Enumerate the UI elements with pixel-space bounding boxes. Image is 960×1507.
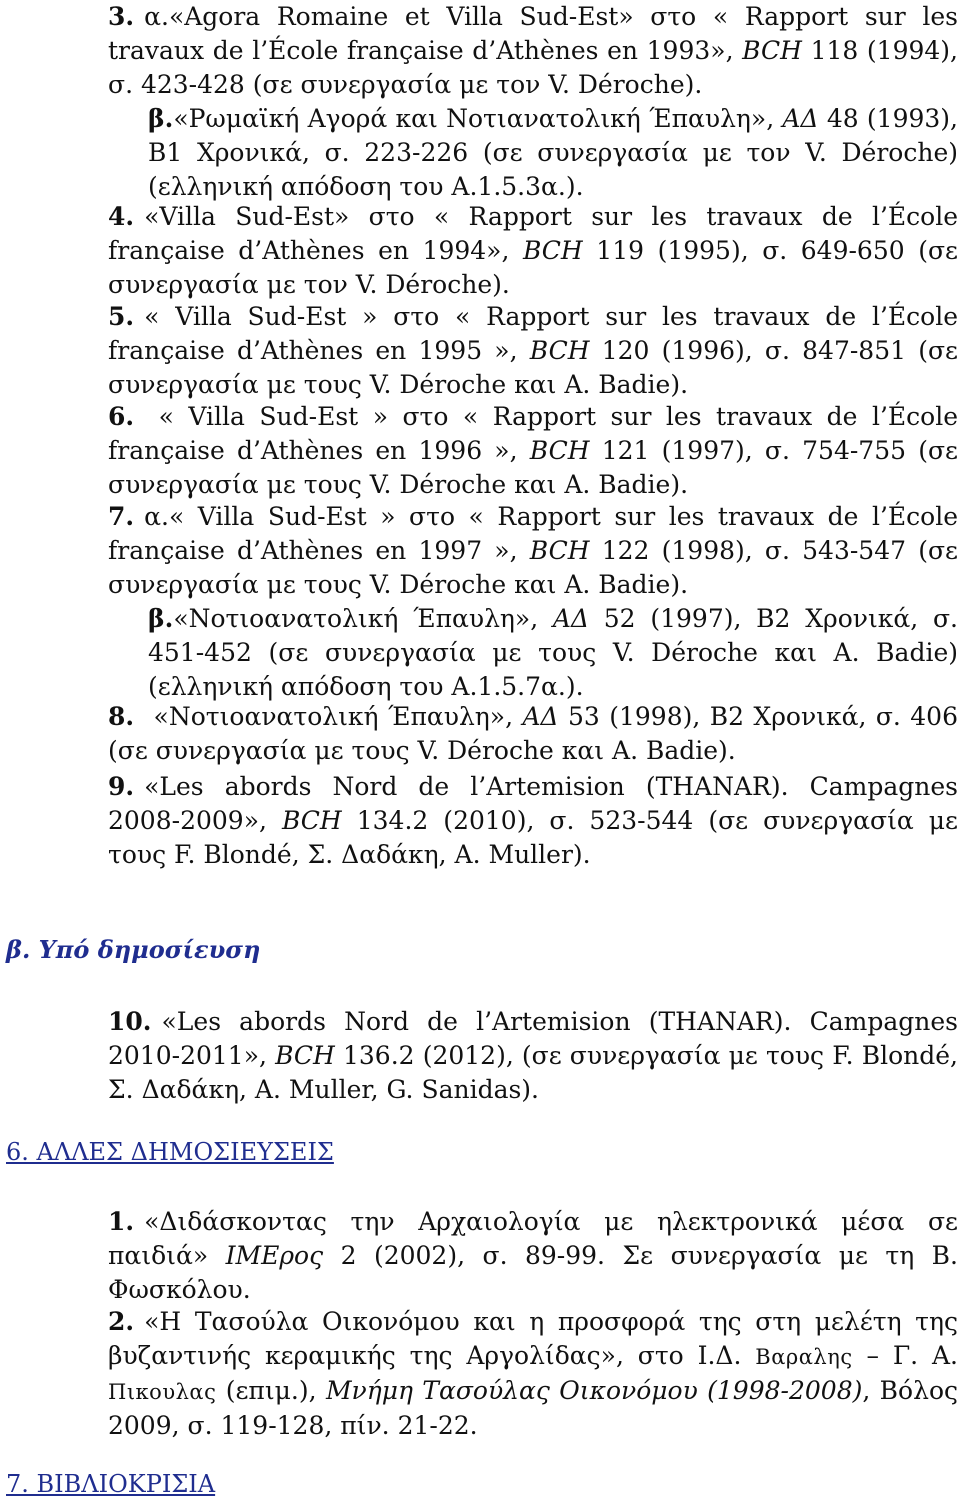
- entry-text: (επιμ.),: [216, 1376, 326, 1405]
- entry-text: 118 (1994), σ. 423-428 (σε συνεργασία με τον V. Déroche).: [108, 36, 959, 99]
- entry-subpart: [108, 402, 958, 499]
- entry-text: 53 (1998), Β2 Χρονικά, σ. 406 (σε συνεργασία με τους V. Déroche και A. Badie).: [108, 702, 958, 765]
- entry-subpart: [108, 202, 958, 299]
- entry-number: 2.: [108, 1307, 135, 1336]
- entry-7: [108, 500, 958, 704]
- entry-number: 5.: [108, 302, 135, 331]
- entry-text: «Les abords Nord de l’Artemision (THANAR). Campagnes 2008-2009»,: [108, 772, 958, 835]
- entry-number: 3.: [108, 2, 135, 31]
- entry-subpart: [108, 772, 958, 869]
- entry-text: «Διδάσκοντας την Αρχαιολογία με ηλεκτρονικά μέσα σε παιδιά»: [108, 1207, 958, 1270]
- entry-subpart: [108, 2, 958, 99]
- entry-subpart: [108, 302, 958, 399]
- journal-name: ΑΔ: [522, 702, 559, 731]
- entry-subpart: [148, 102, 958, 204]
- entry-4: [108, 200, 958, 302]
- entry-number: 10.: [108, 1007, 152, 1036]
- entry-number: 9.: [108, 772, 135, 801]
- entry-number: 8.: [108, 702, 135, 731]
- journal-name: BCH: [529, 336, 590, 365]
- entry-number: 7.: [108, 502, 135, 531]
- book-title: Μνήμη Τασούλας Οικονόμου (1998-2008): [325, 1376, 863, 1405]
- entry-subpart: [108, 502, 958, 599]
- entry-number: 1.: [108, 1207, 135, 1236]
- other-entry-2: [108, 1305, 958, 1443]
- subpart-marker: β.: [148, 604, 174, 633]
- entry-text: , Βόλος 2009, σ. 119-128, πίν. 21-22.: [108, 1376, 959, 1440]
- entry-text: « Villa Sud-Est » στο « Rapport sur les travaux de l’École française d’Athènes en 1996 »,: [108, 402, 958, 465]
- journal-name: ΙΜΕρος: [225, 1241, 324, 1270]
- entry-text: «Νοτιοανατολική Έπαυλη»,: [173, 604, 553, 633]
- journal-name: ΑΔ: [782, 104, 819, 133]
- entry-6: [108, 400, 958, 502]
- entry-9: [108, 770, 958, 872]
- subpart-marker: β.: [148, 104, 174, 133]
- entry-8: [108, 700, 958, 768]
- journal-name: BCH: [529, 536, 590, 565]
- journal-name: BCH: [742, 36, 802, 65]
- entry-number: 4.: [108, 202, 135, 231]
- journal-name: BCH: [281, 806, 342, 835]
- entry-subpart: [108, 702, 958, 765]
- entry-subpart: [148, 602, 958, 704]
- entry-5: [108, 300, 958, 402]
- editor-name: Βαραλης: [755, 1345, 853, 1369]
- entry-text: 134.2 (2010), σ. 523-544 (σε συνεργασία με τους F. Blondé, Σ. Δαδάκη, A. Muller).: [108, 806, 958, 869]
- entry-text: «Η Τασούλα Οικονόμου και η προσφορά της στη μελέτη της βυζαντινής κεραμικής της Αργολίδας», στο Ι.Δ.: [108, 1307, 958, 1370]
- entry-text: « Villa Sud-Est » στο « Rapport sur les travaux de l’École française d’Athènes en 1995 »,: [108, 302, 958, 365]
- heading-forthcoming: β. Υπό δημοσίευση: [6, 935, 261, 964]
- entry-text: 120 (1996), σ. 847-851 (σε συνεργασία με τους V. Déroche και A. Badie).: [108, 336, 958, 399]
- subpart-marker: α.: [144, 2, 169, 31]
- editor-name: Πικουλας: [108, 1380, 217, 1404]
- entry-text: 2 (2002), σ. 89-99. Σε συνεργασία με τη Β. Φωσκόλου.: [108, 1241, 959, 1304]
- journal-name: BCH: [529, 436, 590, 465]
- entry-text: – Γ. Α.: [852, 1341, 959, 1370]
- entry-number: 6.: [108, 402, 135, 431]
- journal-name: BCH: [275, 1041, 335, 1070]
- subpart-marker: α.: [144, 502, 169, 531]
- entry-text: «Les abords Nord de l’Artemision (THANAR). Campagnes 2010-2011»,: [108, 1007, 958, 1070]
- entry-3: [108, 0, 958, 204]
- other-entry-1: [108, 1205, 958, 1307]
- entry-text: «Ρωμαϊκή Αγορά και Νοτιανατολική Έπαυλη»,: [173, 104, 783, 133]
- entry-text: 122 (1998), σ. 543-547 (σε συνεργασία με τους V. Déroche και A. Badie).: [108, 536, 958, 599]
- journal-name: BCH: [522, 236, 583, 265]
- heading-reviews: 7. ΒΙΒΛΙΟΚΡΙΣΙΑ: [6, 1470, 216, 1498]
- entry-text: «Villa Sud-Est» στο « Rapport sur les travaux de l’École française d’Athènes en 1994»,: [108, 202, 958, 265]
- entry-text: 136.2 (2012), (σε συνεργασία με τους F. Blondé, Σ. Δαδάκη, A. Muller, G. Sanidas).: [108, 1041, 958, 1104]
- entry-text: 52 (1997), Β2 Χρονικά, σ. 451-452 (σε συνεργασία με τους V. Déroche και A. Badie) (ελληνική απόδοση του Α.1.5.7α.).: [148, 604, 959, 701]
- entry-text: 48 (1993), Β1 Χρονικά, σ. 223-226 (σε συνεργασία με τον V. Déroche) (ελληνική απόδοση του Α.1.5.3α.).: [148, 104, 958, 201]
- entry-10: [108, 1005, 958, 1107]
- heading-other-publications: 6. ΑΛΛΕΣ ΔΗΜΟΣΙΕΥΣΕΙΣ: [6, 1138, 334, 1166]
- entry-text: «Νοτιοανατολική Έπαυλη»,: [144, 702, 523, 731]
- entry-text: 119 (1995), σ. 649-650 (σε συνεργασία με τον V. Déroche).: [108, 236, 958, 299]
- entry-text: « Villa Sud-Est » στο « Rapport sur les travaux de l’École française d’Athènes en 1997 »,: [108, 502, 958, 565]
- journal-name: ΑΔ: [552, 604, 590, 633]
- entry-text: 121 (1997), σ. 754-755 (σε συνεργασία με τους V. Déroche και A. Badie).: [108, 436, 958, 499]
- entry-text: «Agora Romaine et Villa Sud-Est» στο « Rapport sur les travaux de l’École française d’Athènes en 1993»,: [108, 2, 958, 65]
